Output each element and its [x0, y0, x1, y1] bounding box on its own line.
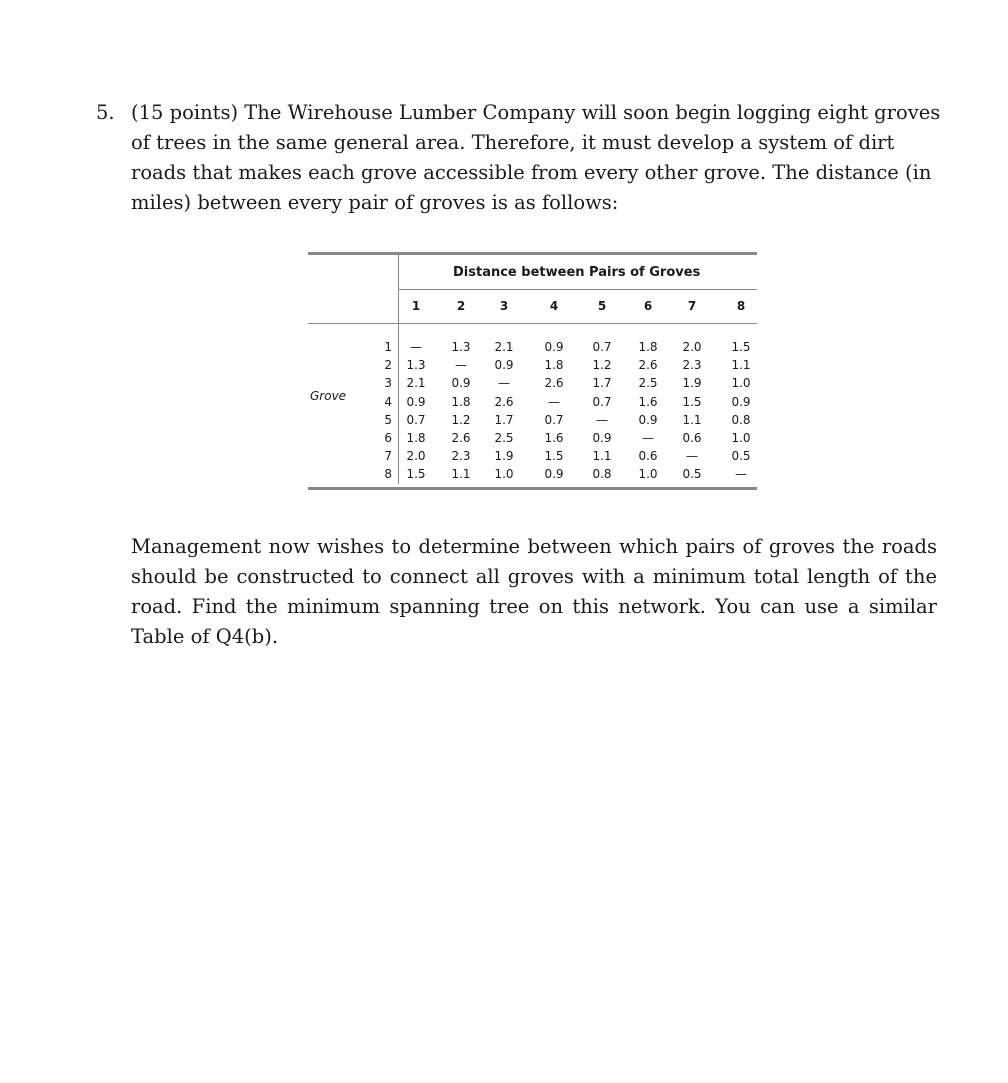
distance-cell: 0.9: [544, 340, 564, 354]
column-header: 3: [499, 299, 509, 313]
distance-cell: 0.9: [592, 431, 612, 445]
column-header: 6: [643, 299, 653, 313]
distance-cell: —: [642, 431, 654, 445]
distance-cell: 1.0: [731, 376, 751, 391]
distance-cell: 2.6: [544, 376, 564, 391]
distance-cell: 0.8: [731, 412, 751, 427]
column-header: 7: [687, 299, 697, 313]
distance-cell: 0.9: [406, 394, 426, 409]
column-header: 2: [456, 299, 466, 313]
distance-cell: 1.3: [451, 340, 471, 354]
distance-cell: —: [410, 340, 422, 354]
column-header: 8: [736, 299, 746, 313]
distance-cell: —: [498, 376, 510, 391]
question-intro: (15 points) The Wirehouse Lumber Company will soon begin logging eight groves of trees in the same general area. Therefore, it must develop a system of dirt roads that makes each grove accessible from every other grove. The distance (in miles) between every pair of groves is as follows:: [131, 101, 941, 214]
table-top-rule: [308, 252, 757, 255]
distance-cell: 0.9: [731, 394, 751, 409]
distance-cell: —: [548, 394, 560, 409]
distance-cell: 1.6: [638, 394, 658, 409]
distance-cell: 0.6: [638, 449, 658, 464]
distance-cell: 1.5: [544, 449, 564, 464]
row-label: 4: [384, 394, 392, 409]
row-label: 8: [384, 467, 392, 482]
distance-cell: 1.0: [494, 467, 514, 482]
row-label: 3: [384, 376, 392, 391]
column-header: 1: [411, 299, 421, 313]
distance-cell: 2.6: [494, 394, 514, 409]
distance-cell: 0.7: [592, 340, 612, 354]
distance-cell: 1.5: [731, 340, 751, 354]
distance-cell: 2.1: [494, 340, 514, 354]
distance-cell: 0.6: [682, 431, 702, 445]
question-number: 5.: [96, 101, 115, 124]
distance-cell: 0.5: [682, 467, 702, 482]
distance-cell: 1.5: [406, 467, 426, 482]
distance-cell: 1.2: [451, 412, 471, 427]
distance-cell: 1.7: [494, 412, 514, 427]
column-header: 5: [597, 299, 607, 313]
distance-cell: —: [735, 467, 747, 482]
row-label: 2: [384, 358, 392, 373]
distance-cell: 0.8: [592, 467, 612, 482]
row-label: 7: [384, 449, 392, 464]
distance-cell: —: [596, 412, 608, 427]
distance-cell: 2.6: [451, 431, 471, 445]
distance-cell: 2.3: [451, 449, 471, 464]
row-header-divider: [398, 255, 399, 484]
distance-cell: —: [455, 358, 467, 373]
caption-rule: [398, 289, 757, 290]
header-rule: [308, 323, 757, 324]
distance-cell: 1.1: [731, 358, 751, 373]
grove-row-label: Grove: [310, 389, 347, 403]
distance-cell: 0.9: [638, 412, 658, 427]
distance-cell: 1.5: [682, 394, 702, 409]
distance-cell: 0.7: [406, 412, 426, 427]
distance-cell: 1.8: [544, 358, 564, 373]
distance-cell: 0.7: [592, 394, 612, 409]
distance-cell: 2.3: [682, 358, 702, 373]
distance-cell: 1.9: [682, 376, 702, 391]
distance-cell: 1.1: [592, 449, 612, 464]
distance-cell: —: [686, 449, 698, 464]
distance-cell: 1.0: [731, 431, 751, 445]
row-label: 6: [384, 431, 392, 445]
distance-cell: 1.7: [592, 376, 612, 391]
distance-cell: 1.8: [451, 394, 471, 409]
row-label: 1: [384, 340, 392, 354]
distance-cell: 2.5: [638, 376, 658, 391]
distance-cell: 1.0: [638, 467, 658, 482]
distance-cell: 0.5: [731, 449, 751, 464]
distance-cell: 0.7: [544, 412, 564, 427]
column-header: 4: [549, 299, 559, 313]
distance-cell: 0.9: [494, 358, 514, 373]
distance-cell: 0.9: [451, 376, 471, 391]
distance-table: [308, 252, 757, 490]
management-paragraph: Management now wishes to determine between which pairs of groves the roads should be constructed to connect all groves with a minimum total length of the road. Find the minimum spanning tree on this network. You can use a similar Table of Q4(b).: [131, 535, 937, 648]
distance-cell: 1.1: [451, 467, 471, 482]
distance-cell: 2.5: [494, 431, 514, 445]
distance-cell: 1.2: [592, 358, 612, 373]
row-label: 5: [384, 412, 392, 427]
distance-cell: 2.0: [682, 340, 702, 354]
distance-cell: 2.0: [406, 449, 426, 464]
distance-cell: 1.3: [406, 358, 426, 373]
distance-cell: 2.1: [406, 376, 426, 391]
distance-cell: 1.9: [494, 449, 514, 464]
distance-cell: 1.8: [638, 340, 658, 354]
distance-cell: 1.8: [406, 431, 426, 445]
distance-cell: 1.1: [682, 412, 702, 427]
table-caption: Distance between Pairs of Groves: [453, 265, 701, 280]
table-bottom-rule: [308, 487, 757, 490]
distance-cell: 1.6: [544, 431, 564, 445]
distance-cell: 0.9: [544, 467, 564, 482]
distance-cell: 2.6: [638, 358, 658, 373]
